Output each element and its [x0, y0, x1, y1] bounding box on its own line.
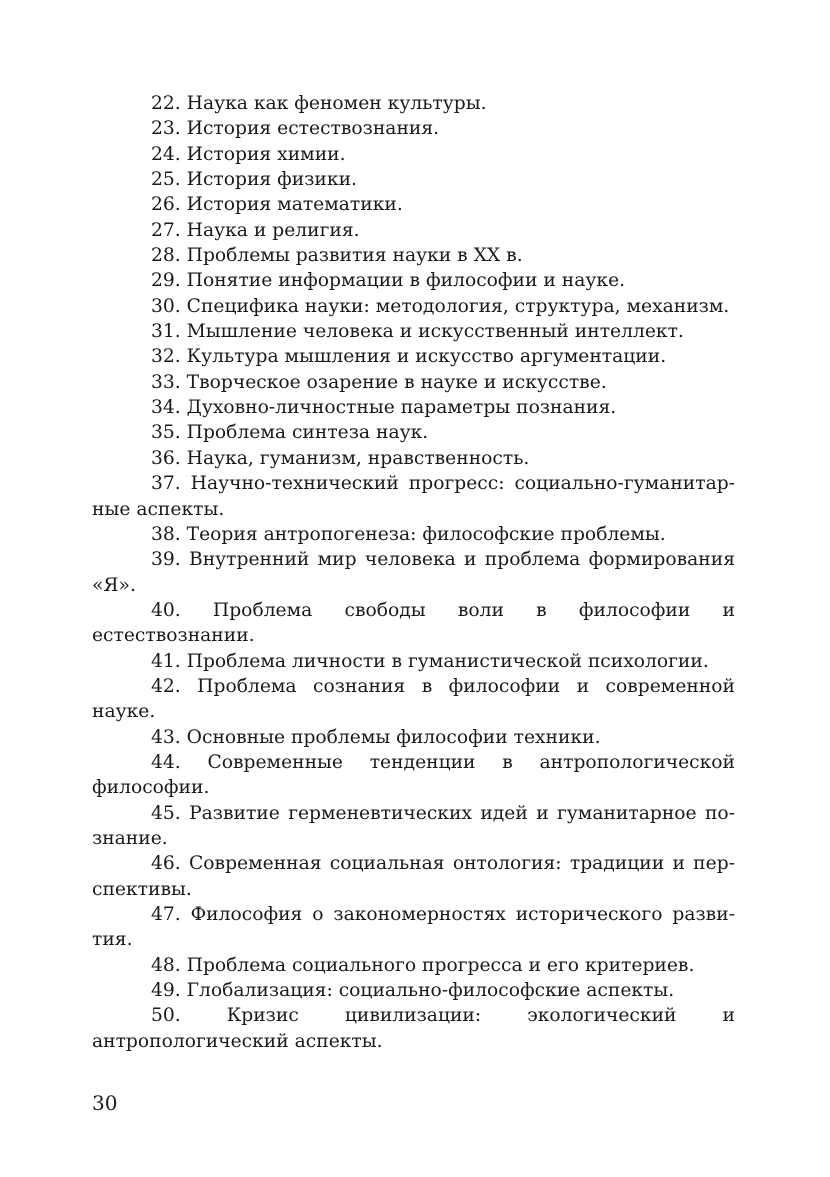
list-item: 31. Мышление человека и искусственный интеллект. — [151, 321, 684, 343]
list-item: 49. Глобализация: социально-философские аспекты. — [151, 980, 675, 1002]
list-item: 26. История математики. — [151, 194, 403, 216]
list-item: 43. Основные проблемы философии техники. — [151, 726, 601, 748]
list-item: 32. Культура мышления и искусство аргументации. — [151, 346, 667, 368]
list-item: 37. Научно-технический прогресс: социально-гуманитарные аспекты. — [92, 473, 735, 520]
list-item: 33. Творческое озарение в науке и искусстве. — [151, 371, 607, 393]
list-item: 35. Проблема синтеза наук. — [151, 422, 429, 444]
list-item: 41. Проблема личности в гуманистической психологии. — [151, 650, 709, 672]
list-item: 28. Проблемы развития науки в XX в. — [151, 245, 523, 267]
list-item: 27. Наука и религия. — [151, 219, 360, 241]
list-item: 50. Кризис цивилизации: экологический и антропологический аспекты. — [92, 1005, 735, 1052]
topic-list — [92, 91, 735, 1054]
list-item: 30. Специфика науки: методология, структура, механизм. — [151, 295, 730, 317]
list-item: 44. Современные тенденции в антропологической философии. — [92, 751, 735, 799]
list-item: 29. Понятие информации в философии и науке. — [151, 270, 626, 292]
list-item: 45. Развитие герменевтических идей и гуманитарное познание. — [92, 802, 735, 849]
list-item: 25. История физики. — [151, 169, 357, 191]
list-item: 42. Проблема сознания в философии и современной науке. — [92, 675, 735, 723]
list-item: 39. Внутренний мир человека и проблема формирования «Я». — [92, 549, 735, 596]
list-item: 48. Проблема социального прогресса и его критериев. — [151, 954, 695, 976]
list-item: 47. Философия о закономерностях исторического развития. — [92, 904, 735, 951]
list-item: 38. Теория антропогенеза: философские проблемы. — [151, 523, 666, 545]
page-number: 30 — [92, 1091, 118, 1115]
list-item: 34. Духовно-личностные параметры познания. — [151, 397, 617, 419]
list-item: 36. Наука, гуманизм, нравственность. — [151, 447, 530, 469]
list-item: 23. История естествознания. — [151, 118, 440, 140]
list-item: 22. Наука как феномен культуры. — [151, 93, 487, 114]
list-item: 40. Проблема свободы воли в философии и естествознании. — [92, 599, 735, 647]
list-item: 46. Современная социальная онтология: традиции и перспективы. — [92, 853, 735, 900]
list-item: 24. История химии. — [151, 143, 346, 165]
